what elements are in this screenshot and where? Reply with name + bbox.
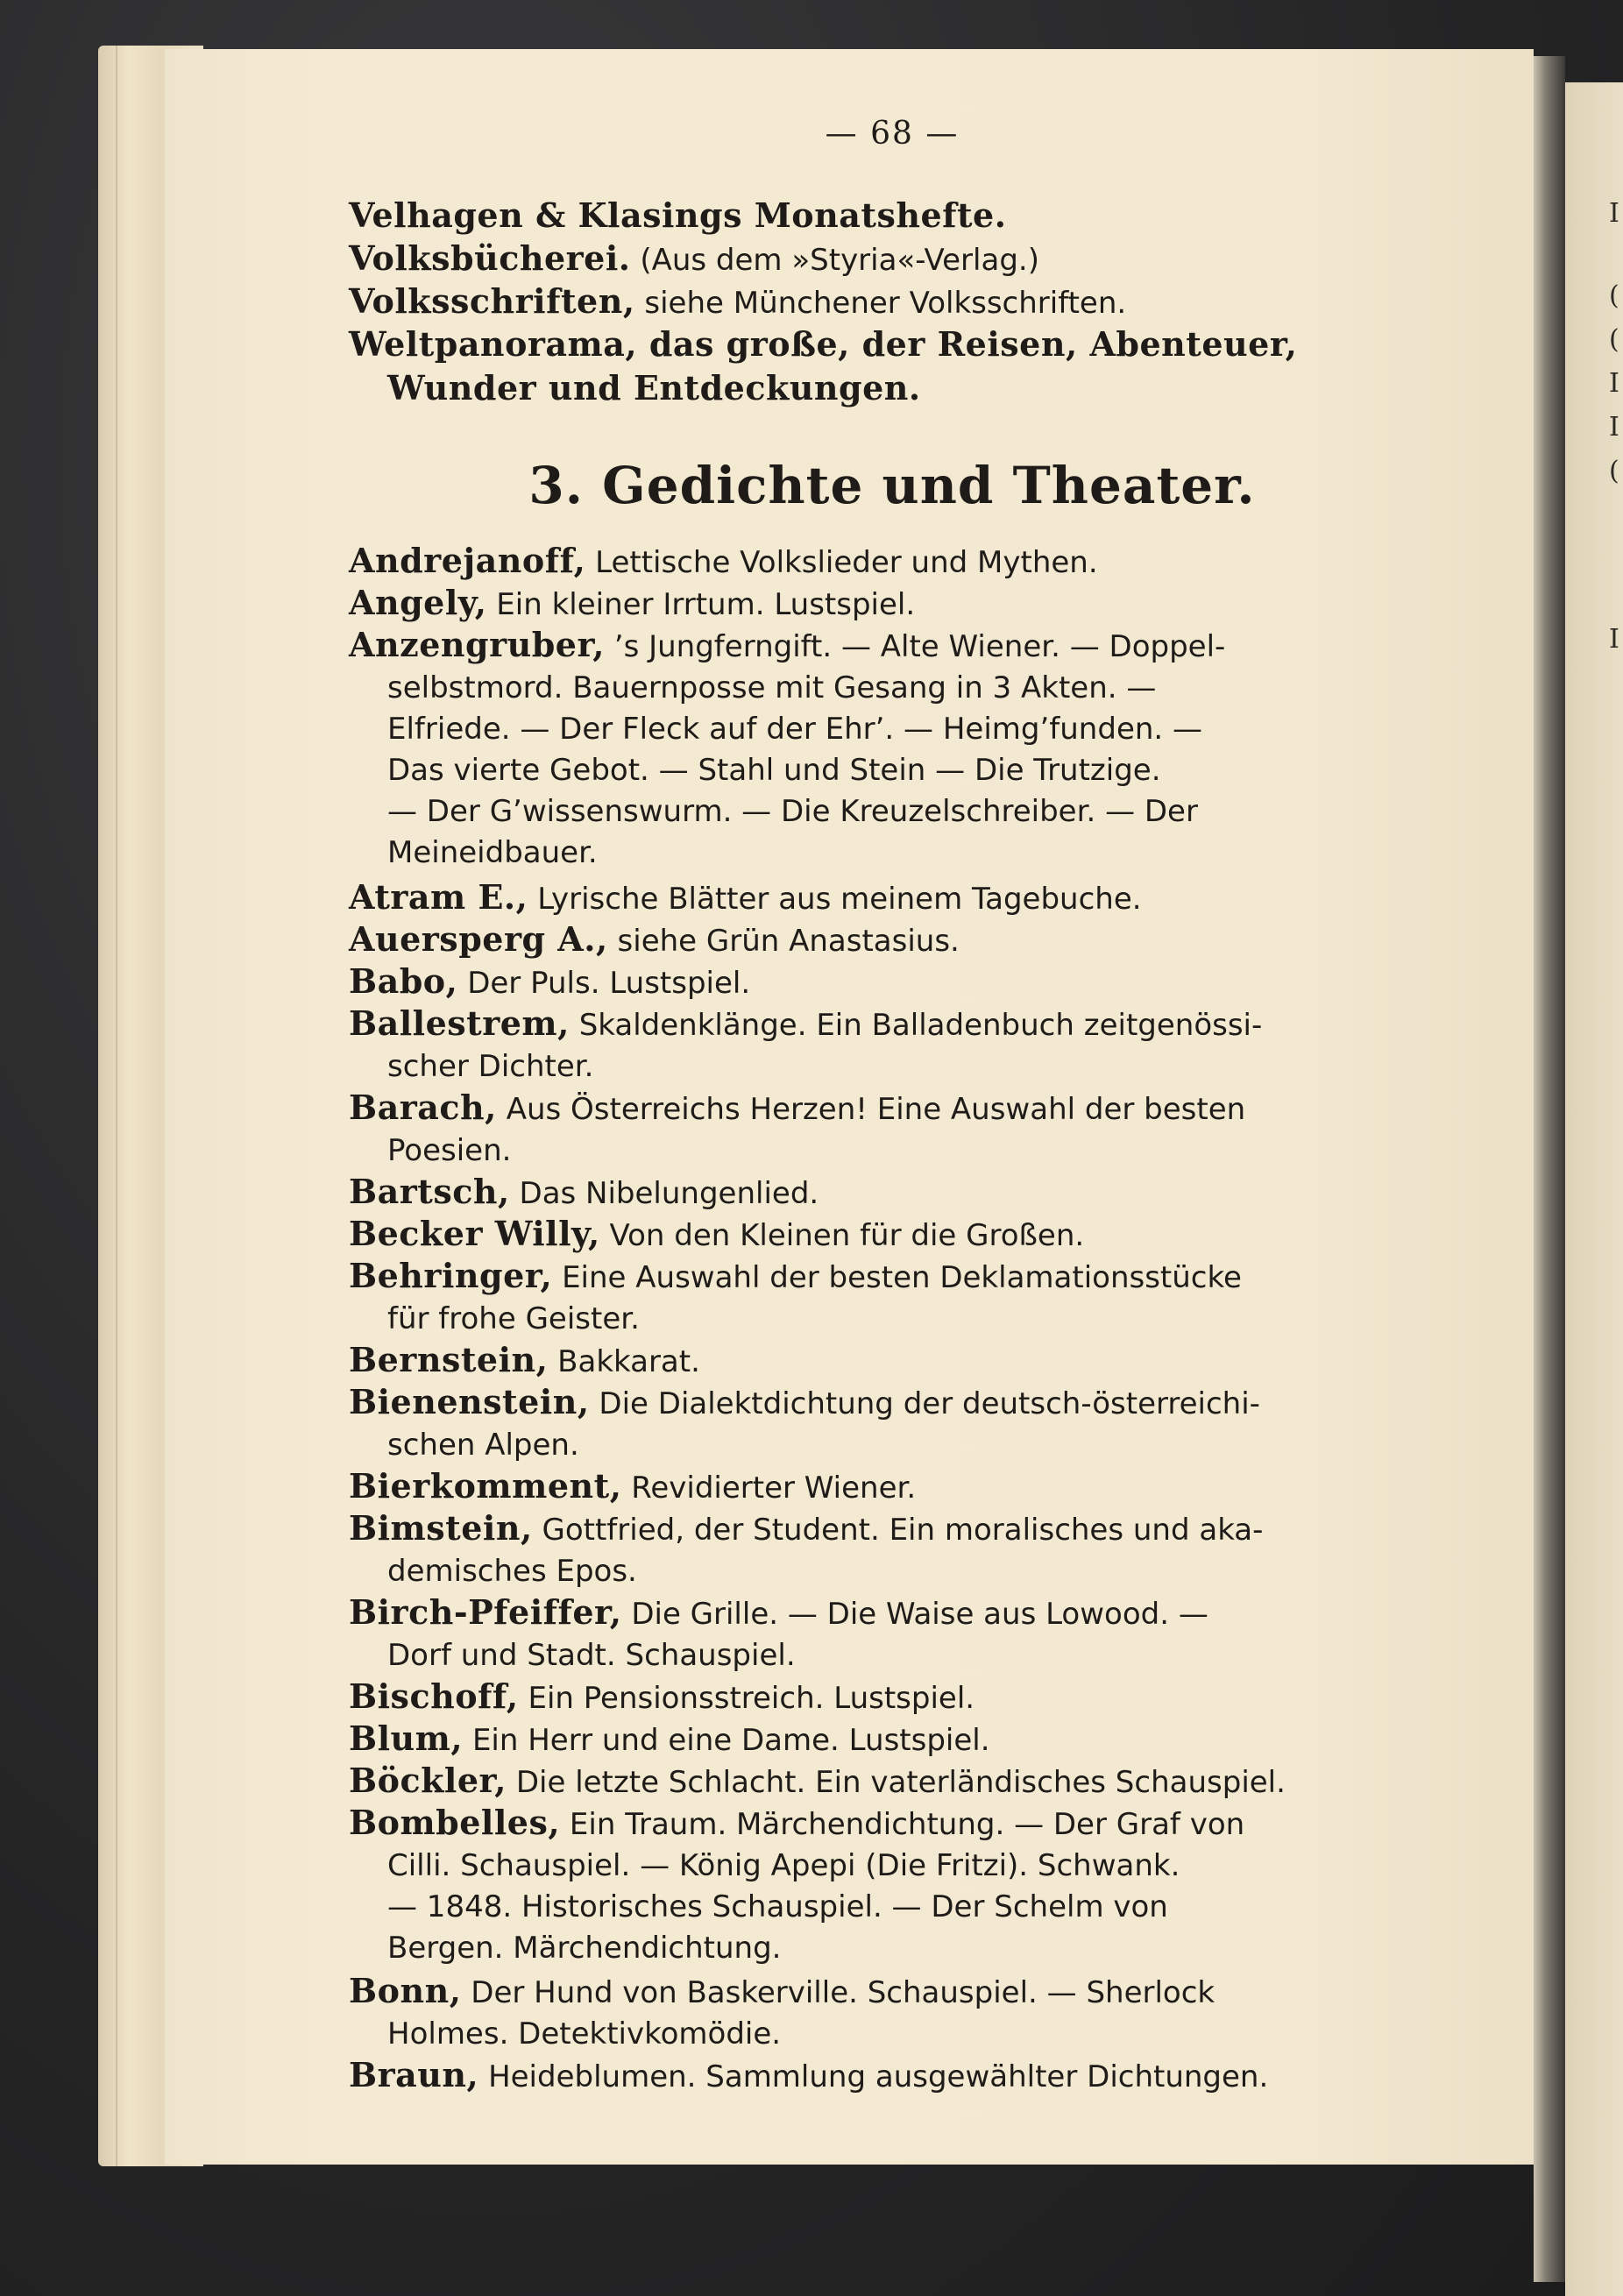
list-item [349, 1171, 1435, 1215]
entry-text: Ein Pensionsstreich. Lustspiel. [528, 1681, 975, 1716]
entry-text: Die letzte Schlacht. Ein vaterländisches Schauspiel. [515, 1765, 1286, 1800]
list-item [349, 582, 1435, 626]
entry-heading: Angely, [349, 583, 487, 622]
entry-text: Heideblumen. Sammlung ausgewählter Dichtungen. [488, 2059, 1269, 2094]
list-item [349, 1339, 1435, 1383]
entry-text: Aus Österreichs Herzen! Eine Auswahl der besten [506, 1092, 1246, 1127]
next-page-mark: I [1609, 368, 1619, 399]
list-item [349, 1718, 1435, 1761]
entry-heading: Braun, [349, 2055, 479, 2094]
next-page-mark: ( [1609, 280, 1619, 311]
list-item [349, 2054, 1435, 2098]
entry-text: Bakkarat. [557, 1344, 700, 1379]
entry-heading: Bienenstein, [349, 1382, 590, 1421]
list-item [349, 624, 1435, 874]
entry-continuation: demisches Epos. [387, 1554, 637, 1589]
entry-heading: Bimstein, [349, 1508, 533, 1548]
entry-text: Gottfried, der Student. Ein moralisches und aka- [542, 1513, 1264, 1548]
list-item [349, 1381, 1435, 1466]
entry-continuation: Dorf und Stadt. Schauspiel. [387, 1638, 796, 1673]
list-item [349, 1970, 1435, 2055]
entry-text: siehe Grün Anastasius. [617, 924, 960, 959]
entry-continuation: Elfriede. — Der Fleck auf der Ehr’. — Heimg’funden. — [387, 712, 1203, 747]
next-page-mark: I [1609, 624, 1619, 655]
list-item [349, 280, 1435, 324]
next-page-mark: I [1609, 412, 1619, 443]
entry-heading: Weltpanorama, das große, der Reisen, Abenteuer, [349, 324, 1298, 364]
entry-heading: Velhagen & Klasings Monatshefte. [349, 195, 1007, 235]
entry-heading: Barach, [349, 1088, 497, 1127]
entry-continuation: schen Alpen. [387, 1428, 579, 1463]
entry-heading: Babo, [349, 961, 458, 1001]
entry-continuation: — 1848. Historisches Schauspiel. — Der Schelm von [387, 1889, 1168, 1924]
entry-continuation: scher Dichter. [387, 1049, 594, 1084]
list-item [349, 1760, 1435, 1803]
entry-text: Die Grille. — Die Waise aus Lowood. — [631, 1597, 1208, 1632]
entry-heading: Birch-Pfeiffer, [349, 1592, 622, 1632]
entry-text: Von den Kleinen für die Großen. [609, 1218, 1085, 1253]
list-item [349, 1507, 1435, 1592]
entry-continuation: Poesien. [387, 1133, 512, 1168]
next-page-mark: ( [1609, 324, 1619, 355]
list-item [349, 1213, 1435, 1257]
list-item [349, 323, 1435, 408]
entry-continuation: Meineidbauer. [387, 835, 598, 870]
list-item [349, 876, 1435, 920]
entry-heading: Andrejanoff, [349, 541, 586, 580]
entry-heading: Atram E., [349, 877, 528, 917]
entry-heading: Auersperg A., [349, 919, 608, 959]
entry-text: Der Hund von Baskerville. Schauspiel. — Sherlock [471, 1975, 1215, 2010]
entry-continuation: Holmes. Detektivkomödie. [387, 2016, 782, 2052]
entry-heading: Bonn, [349, 1971, 462, 2010]
entry-text: Eine Auswahl der besten Deklamationsstücke [562, 1260, 1242, 1295]
page-number: — 68 — [825, 116, 960, 152]
entry-continuation: für frohe Geister. [387, 1301, 640, 1336]
list-item [349, 1255, 1435, 1340]
list-item [349, 1591, 1435, 1676]
list-item [349, 540, 1435, 584]
entry-text: Revidierter Wiener. [631, 1470, 917, 1506]
list-item [349, 1003, 1435, 1088]
entry-text: (Aus dem »Styria«-Verlag.) [640, 243, 1039, 278]
list-item [349, 237, 1435, 281]
entry-continuation: Bergen. Märchendichtung. [387, 1931, 782, 1966]
entry-continuation: Wunder und Entdeckungen. [387, 368, 921, 407]
entry-text: Lyrische Blätter aus meinem Tagebuche. [537, 882, 1142, 917]
entry-text: Ein Traum. Märchendichtung. — Der Graf von [569, 1807, 1245, 1842]
list-item [349, 1087, 1435, 1172]
entry-text: ’s Jungferngift. — Alte Wiener. — Doppel- [613, 629, 1226, 664]
next-page-mark: I [1609, 198, 1619, 229]
next-page-mark: ( [1609, 456, 1619, 486]
entry-continuation: selbstmord. Bauernposse mit Gesang in 3 Akten. — [387, 670, 1157, 705]
entry-heading: Bierkomment, [349, 1466, 622, 1506]
entry-heading: Volksbücherei. [349, 238, 631, 278]
list-item [349, 1465, 1435, 1509]
entry-continuation: — Der G’wissenswurm. — Die Kreuzelschreiber. — Der [387, 794, 1198, 829]
entry-text: Skaldenklänge. Ein Balladenbuch zeitgenössi- [578, 1008, 1263, 1043]
entry-heading: Bischoff, [349, 1676, 519, 1716]
list-item [349, 918, 1435, 962]
entry-heading: Böckler, [349, 1761, 507, 1800]
entry-heading: Ballestrem, [349, 1003, 570, 1043]
entry-heading: Becker Willy, [349, 1214, 600, 1253]
entry-continuation: Cilli. Schauspiel. — König Apepi (Die Fritzi). Schwank. [387, 1848, 1180, 1883]
entry-text: Der Puls. Lustspiel. [467, 966, 751, 1001]
entry-continuation: Das vierte Gebot. — Stahl und Stein — Die Trutzige. [387, 753, 1161, 788]
book-gutter [1534, 56, 1565, 2282]
entry-heading: Blum, [349, 1718, 464, 1758]
entry-text: Ein kleiner Irrtum. Lustspiel. [496, 587, 916, 622]
entry-heading: Behringer, [349, 1256, 553, 1295]
list-item [349, 960, 1435, 1004]
entry-text: Das Nibelungenlied. [519, 1176, 819, 1211]
entry-heading: Bernstein, [349, 1340, 549, 1379]
entry-heading: Bombelles, [349, 1803, 561, 1842]
entry-text: Ein Herr und eine Dame. Lustspiel. [471, 1723, 990, 1758]
list-item [349, 1676, 1435, 1719]
section-title: 3. Gedichte und Theater. [528, 456, 1256, 515]
list-item [349, 1802, 1435, 1969]
entry-heading: Volksschriften, [349, 281, 635, 321]
list-item [349, 195, 1435, 238]
entry-text: Lettische Volkslieder und Mythen. [595, 545, 1098, 580]
next-page-marks [1609, 0, 1623, 2296]
entry-heading: Anzengruber, [349, 625, 605, 664]
entry-heading: Bartsch, [349, 1172, 510, 1211]
entry-text: siehe Münchener Volksschriften. [644, 286, 1127, 321]
entry-text: Die Dialektdichtung der deutsch-österreichi- [599, 1386, 1260, 1421]
